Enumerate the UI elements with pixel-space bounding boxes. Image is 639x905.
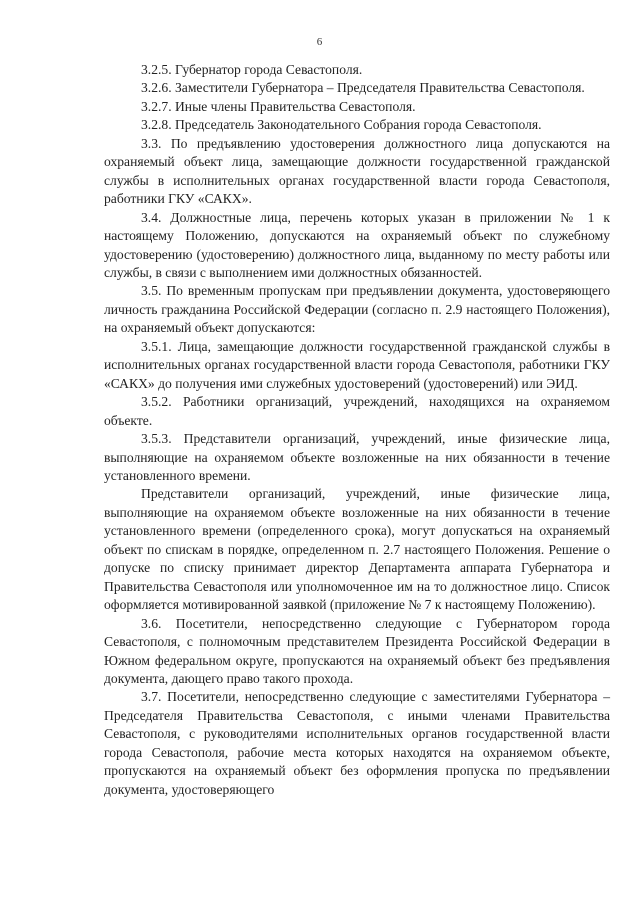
paragraph-3-2-5: 3.2.5. Губернатор города Севастополя. bbox=[141, 62, 363, 77]
document-body bbox=[104, 61, 610, 799]
paragraph-3-2-8: 3.2.8. Председатель Законодательного Собрания города Севастополя. bbox=[141, 117, 542, 133]
paragraph-3-7: 3.7. Посетители, непосредственно следующие с заместителями Губернатора – Председателя Правительства Севастополя, с иными членами Правительства Севастополя, с руководителями исполнительных органов государственной власти города Севастополя, рабочие места которых находятся на охраняемом объекте, пропускаются на охраняемый объект без оформления пропуска по предъявлении документа, удостоверяющего bbox=[104, 689, 610, 797]
paragraph-3-5: 3.5. По временным пропускам при предъявлении документа, удостоверяющего личность гражданина Российской Федерации (согласно п. 2.9 настоящего Положения), на охраняемый объект допускаются: bbox=[104, 283, 610, 336]
paragraph-3-6: 3.6. Посетители, непосредственно следующие с Губернатором города Севастополя, с полномочным представителем Президента Российской Федерации в Южном федеральном округе, пропускаются на охраняемый объект без предъявления документа, дающего право такого прохода. bbox=[104, 615, 610, 686]
paragraph-3-2-6: 3.2.6. Заместители Губернатора – Председателя Правительства Севастополя. bbox=[141, 80, 585, 96]
paragraph-3-5-3: 3.5.3. Представители организаций, учреждений, иные физические лица, выполняющие на охраняемом объекте возложенные на них обязанности в течение установленного времени. bbox=[104, 431, 610, 483]
paragraph-3-3: 3.3. По предъявлению удостоверения должностного лица допускаются на охраняемый объект лица, замещающие должности государственной гражданской службы в исполнительных органах государственной власти города Севастополя, работники ГКУ «САКХ». bbox=[104, 135, 610, 207]
paragraph-3-5-1: 3.5.1. Лица, замещающие должности государственной гражданской службы в исполнительных органах государственной власти города Севастополя, работники ГКУ «САКХ» до получения ими служебных удостоверений (удостоверений) или ЭИД. bbox=[104, 338, 610, 391]
paragraph-3-5-2: 3.5.2. Работники организаций, учреждений, находящихся на охраняемом объекте. bbox=[104, 394, 610, 428]
paragraph-3-2-7: 3.2.7. Иные члены Правительства Севастополя. bbox=[141, 98, 416, 114]
paragraph-3-4: 3.4. Должностные лица, перечень которых указан в приложении № 1 к настоящему Положению, допускаются на охраняемый объект по служебному удостоверению (удостоверению) должностного лица, выданному по месту работы или службы, в связи с выполнением ими должностных обязанностей. bbox=[104, 209, 610, 280]
page-number: 6 bbox=[316, 36, 323, 48]
paragraph-representatives: Представители организаций, учреждений, иные физические лица, выполняющие на охраняемом объекте возложенные на них обязанности в течение установленного времени (определенного срока), могут допускаться на охраняемый объект по спискам в порядке, определенном п. 2.7 настоящего Положения. Решение о допуске по списку принимает директор Департамента аппарата Губернатора и Правительства Севастополя или уполномоченное им на то должностное лицо. Список оформляется мотивированной заявкой (приложение № 7 к настоящему Положению). bbox=[104, 486, 610, 613]
